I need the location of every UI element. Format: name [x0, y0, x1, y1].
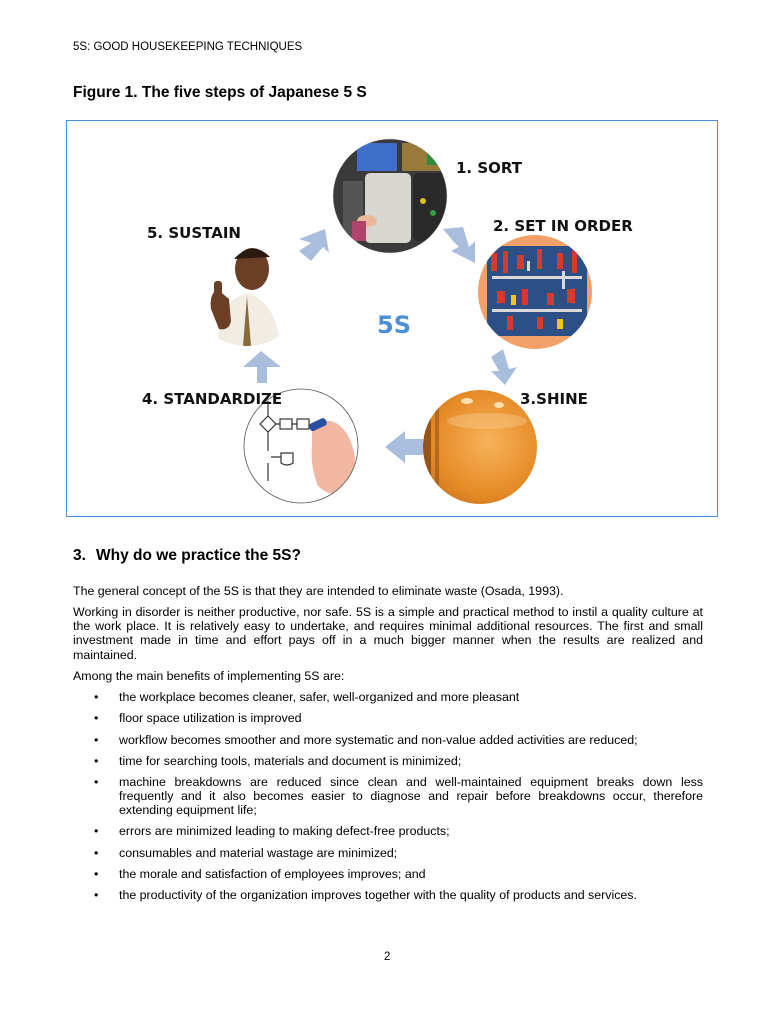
benefits-list: [73, 690, 703, 910]
center-5s-label: 5S: [377, 311, 411, 339]
list-item: [73, 711, 703, 725]
list-item-text: errors are minimized leading to making defect-free products;: [119, 824, 450, 839]
running-header: 5S: GOOD HOUSEKEEPING TECHNIQUES: [73, 41, 303, 53]
list-item-text: workflow becomes smoother and more systematic and non-value added activities are reduced;: [119, 732, 638, 747]
paragraph-disorder: Working in disorder is neither productive, nor safe. 5S is a simple and practical method to instil a quality culture at the work place. It is relatively easy to undertake, and requires minimal additional resources. The first and small investment made in time and effort pays off in a much bigger manner when the results are realized and maintained.: [73, 605, 703, 662]
bullet: •: [94, 824, 99, 839]
section-number: 3.: [73, 547, 86, 564]
arrow-shine-to-standardize: [385, 431, 423, 463]
figure-5s-cycle: [66, 120, 718, 517]
list-item: [73, 733, 703, 747]
step-label-shine: 3.SHINE: [520, 390, 588, 408]
list-item-text: time for searching tools, materials and document is minimized;: [119, 753, 462, 768]
list-item: [73, 867, 703, 881]
step-label-set-in-order: 2. SET IN ORDER: [493, 217, 633, 235]
page-number: 2: [384, 951, 391, 963]
paragraph-benefits-intro: Among the main benefits of implementing 5S are:: [73, 669, 345, 683]
list-item: [73, 824, 703, 838]
bullet: •: [94, 690, 99, 704]
figure-caption: Figure 1. The five steps of Japanese 5 S: [73, 84, 367, 101]
arrow-standardize-to-sustain: [243, 351, 281, 383]
list-item-text: the morale and satisfaction of employees improves; and: [119, 867, 426, 882]
arrow-set-to-shine: [491, 349, 517, 385]
list-item-text: the productivity of the organization improves together with the quality of products and services.: [119, 888, 637, 903]
list-item: [73, 690, 703, 704]
bullet: •: [94, 711, 99, 726]
sort-image: [327, 136, 457, 256]
step-label-sustain: 5. SUSTAIN: [147, 224, 241, 242]
bullet: •: [94, 753, 99, 768]
sustain-image: [187, 231, 307, 351]
bullet: •: [94, 732, 99, 747]
list-item-text: floor space utilization is improved: [119, 711, 302, 726]
bullet: •: [94, 775, 99, 790]
list-item-text: machine breakdowns are reduced since clean and well-maintained equipment breaks down less frequently and it also becomes easier to diagnose and repair before breakdowns occur, therefore extending equipment life;: [119, 775, 703, 818]
bullet: •: [94, 888, 99, 903]
step-label-sort: 1. SORT: [456, 159, 523, 177]
set-in-order-image: [472, 231, 602, 356]
list-item-text: the workplace becomes cleaner, safer, well-organized and more pleasant: [119, 690, 520, 704]
paragraph-concept: The general concept of the 5S is that they are intended to eliminate waste (Osada, 1993).: [73, 584, 564, 598]
step-label-standardize: 4. STANDARDIZE: [142, 390, 283, 408]
section-heading: [73, 547, 301, 565]
list-item-text: consumables and material wastage are minimized;: [119, 845, 398, 860]
list-item: [73, 775, 703, 817]
list-item: [73, 754, 703, 768]
section-title: Why do we practice the 5S?: [96, 547, 301, 564]
bullet: •: [94, 845, 99, 860]
list-item: [73, 888, 703, 902]
bullet: •: [94, 867, 99, 882]
arrow-sort-to-set: [443, 227, 475, 263]
list-item: [73, 846, 703, 860]
arrow-sustain-to-sort: [299, 229, 329, 261]
